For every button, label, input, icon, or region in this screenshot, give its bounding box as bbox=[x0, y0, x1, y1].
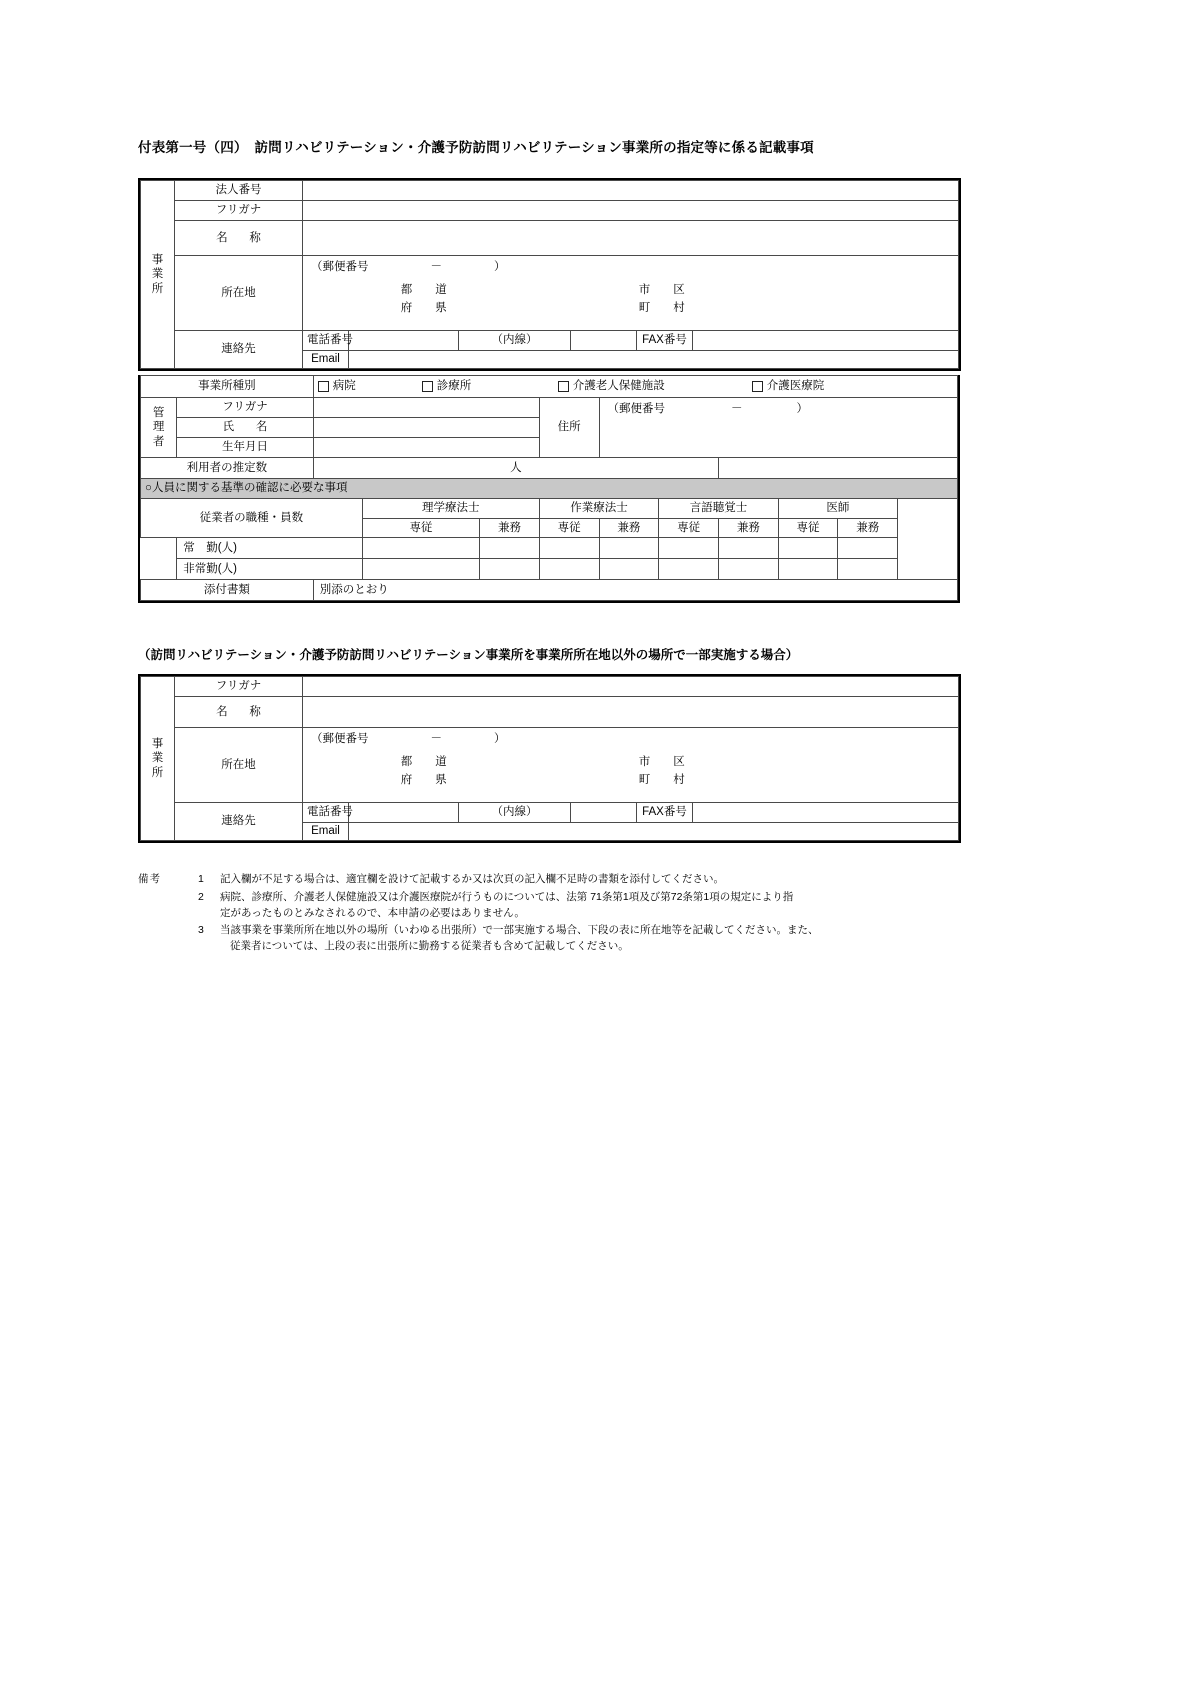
note-line-2-2: 定があったものとみなされるので、本申請の必要はありません。 bbox=[220, 906, 525, 919]
branch-fax-label: FAX番号 bbox=[637, 803, 693, 823]
estimated-users-spare bbox=[718, 458, 957, 479]
branch-address-field[interactable] bbox=[303, 728, 959, 803]
table-row-section-header bbox=[141, 479, 958, 499]
branch-table-row-contact-tel bbox=[141, 803, 959, 823]
fulltime-pt-exclusive[interactable] bbox=[362, 538, 479, 559]
parttime-row-label: 非常勤(人) bbox=[177, 559, 363, 580]
branch-city-label: 市 区 町 村 bbox=[638, 756, 691, 786]
checkbox-label-hospital: 病院 bbox=[332, 380, 356, 393]
parttime-st-exclusive[interactable] bbox=[659, 559, 719, 580]
parttime-pt-exclusive[interactable] bbox=[362, 559, 479, 580]
profession-header-pt: 理学療法士 bbox=[362, 499, 539, 519]
table-row-fulltime bbox=[141, 538, 958, 559]
table-row-furigana bbox=[141, 201, 959, 221]
branch-tel-field[interactable] bbox=[349, 803, 459, 823]
note-number-3: 3 bbox=[198, 924, 204, 937]
note-text-1 bbox=[220, 872, 968, 888]
table-row-office-type bbox=[141, 376, 958, 398]
corporate-number-label: 法人番号 bbox=[175, 181, 303, 201]
checkbox-clinic[interactable] bbox=[422, 379, 558, 393]
manager-vertical-char-3: 者 bbox=[152, 435, 165, 448]
office-type-checkbox-group bbox=[313, 376, 957, 398]
branch-table-row-furigana bbox=[141, 677, 959, 697]
manager-birth-label: 生年月日 bbox=[177, 438, 314, 458]
office-vertical-label bbox=[141, 181, 175, 369]
parttime-ot-exclusive[interactable] bbox=[539, 559, 599, 580]
note-number-2: 2 bbox=[198, 890, 204, 903]
table-row-manager-furigana bbox=[141, 398, 958, 418]
table-row-profession-header bbox=[141, 499, 958, 519]
branch-address-label: 所在地 bbox=[175, 728, 303, 803]
branch-table-row-name bbox=[141, 697, 959, 728]
section-header-staffing: ○人員に関する基準の確認に必要な事項 bbox=[141, 479, 958, 499]
manager-zip-line bbox=[608, 402, 953, 416]
checkbox-label-clinic: 診療所 bbox=[436, 380, 472, 393]
subcolumn-pt-concurrent: 兼務 bbox=[480, 519, 540, 538]
office-furigana-field[interactable] bbox=[303, 201, 959, 221]
note-number-1: 1 bbox=[198, 873, 204, 886]
checkbox-hospital[interactable] bbox=[318, 379, 422, 393]
fulltime-st-exclusive[interactable] bbox=[659, 538, 719, 559]
checkbox-box-geriatric-health-facility[interactable] bbox=[558, 381, 569, 392]
subcolumn-ot-exclusive: 専従 bbox=[539, 519, 599, 538]
note-line-2-1: 病院、診療所、介護老人保健施設又は介護医療院が行うものについては、法第 71条第1項及び第72条第1項の規定により指 bbox=[220, 890, 794, 903]
subcolumn-pt-exclusive: 専従 bbox=[362, 519, 479, 538]
attachment-value: 別添のとおり bbox=[313, 580, 957, 601]
parttime-pt-concurrent[interactable] bbox=[480, 559, 540, 580]
office-type-label: 事業所種別 bbox=[141, 376, 314, 398]
table-row-address bbox=[141, 256, 959, 331]
main-form-table-lower bbox=[140, 375, 958, 601]
checkbox-care-medical-institution[interactable] bbox=[752, 379, 912, 393]
branch-table-row-address bbox=[141, 728, 959, 803]
table-row-attachment bbox=[141, 580, 958, 601]
branch-zip-dash: － bbox=[430, 733, 442, 746]
branch-name-field[interactable] bbox=[303, 697, 959, 728]
table-row-parttime bbox=[141, 559, 958, 580]
manager-furigana-field[interactable] bbox=[313, 398, 539, 418]
note-item-1 bbox=[198, 872, 968, 888]
main-form-table-lower-wrapper bbox=[138, 375, 960, 603]
office-address-field[interactable] bbox=[303, 256, 959, 331]
profession-header-ot: 作業療法士 bbox=[539, 499, 658, 519]
profession-header-doctor: 医師 bbox=[778, 499, 897, 519]
office-vertical-char-3: 所 bbox=[151, 282, 164, 295]
table-row-estimated-users bbox=[141, 458, 958, 479]
office-email-field[interactable] bbox=[349, 351, 959, 369]
estimated-users-unit: 人 bbox=[510, 461, 522, 474]
subcolumn-st-concurrent: 兼務 bbox=[718, 519, 778, 538]
manager-birth-field[interactable] bbox=[313, 438, 539, 458]
fulltime-doctor-exclusive[interactable] bbox=[778, 538, 838, 559]
table-row-corporate-number bbox=[141, 181, 959, 201]
branch-furigana-label: フリガナ bbox=[175, 677, 303, 697]
main-form-table bbox=[140, 180, 959, 369]
branch-zip-label: （郵便番号 bbox=[311, 733, 369, 746]
staff-table-spare-column bbox=[898, 499, 958, 580]
zip-dash: － bbox=[430, 261, 442, 273]
parttime-doctor-concurrent[interactable] bbox=[838, 559, 898, 580]
note-line-3-1: 当該事業を事業所所在地以外の場所（いわゆる出張所）で一部実施する場合、下段の表に所在地等を記載してください。また、 bbox=[220, 924, 819, 937]
branch-furigana-field[interactable] bbox=[303, 677, 959, 697]
parttime-ot-concurrent[interactable] bbox=[599, 559, 659, 580]
manager-address-label: 住所 bbox=[539, 398, 599, 458]
note-text-3 bbox=[220, 923, 968, 955]
manager-zip-dash: － bbox=[731, 403, 743, 415]
office-email-label: Email bbox=[303, 351, 349, 369]
manager-name-label: 氏 名 bbox=[177, 418, 314, 438]
checkbox-label-geriatric-health-facility: 介護老人保健施設 bbox=[572, 380, 665, 393]
branch-zip-close-paren: ） bbox=[494, 733, 506, 746]
corporate-number-field[interactable] bbox=[303, 181, 959, 201]
office-fax-field[interactable] bbox=[693, 331, 959, 351]
fulltime-doctor-concurrent[interactable] bbox=[838, 538, 898, 559]
fulltime-row-label: 常 勤(人) bbox=[177, 538, 363, 559]
office-city-label: 市 区 町 村 bbox=[638, 284, 691, 314]
note-text-2 bbox=[220, 890, 968, 922]
office-vertical-char-2: 業 bbox=[151, 268, 164, 281]
estimated-users-field[interactable] bbox=[313, 458, 718, 479]
office-vertical-char-1: 事 bbox=[151, 253, 164, 266]
branch-office-vertical-label bbox=[141, 677, 175, 841]
branch-email-label: Email bbox=[303, 823, 349, 841]
page-title: 付表第一号（四） 訪問リハビリテーション・介護予防訪問リハビリテーション事業所の指定等に係る記載事項 bbox=[138, 140, 814, 155]
branch-email-field[interactable] bbox=[349, 823, 959, 841]
notes-label: 備考 bbox=[138, 873, 162, 886]
notes-section bbox=[138, 872, 968, 955]
note-line-3-2: 従業者については、上段の表に出張所に勤務する従業者も含めて記載してください。 bbox=[230, 940, 629, 953]
branch-name-label: 名 称 bbox=[175, 697, 303, 728]
parttime-doctor-exclusive[interactable] bbox=[778, 559, 838, 580]
subcolumn-ot-concurrent: 兼務 bbox=[599, 519, 659, 538]
table-row-contact-tel bbox=[141, 331, 959, 351]
branch-ext-label: （内線） bbox=[459, 803, 571, 823]
branch-ext-field[interactable] bbox=[571, 803, 637, 823]
zip-label: （郵便番号 bbox=[311, 261, 369, 273]
office-address-label: 所在地 bbox=[175, 256, 303, 331]
manager-address-field[interactable] bbox=[599, 398, 957, 458]
branch-prefecture-label: 都 道 府 県 bbox=[400, 756, 453, 786]
checkbox-label-care-medical-institution: 介護医療院 bbox=[766, 380, 825, 393]
subcolumn-doctor-exclusive: 専従 bbox=[778, 519, 838, 538]
branch-form-table bbox=[140, 676, 959, 841]
table-row-name bbox=[141, 221, 959, 256]
profession-header-st: 言語聴覚士 bbox=[659, 499, 778, 519]
office-ext-label: （内線） bbox=[459, 331, 571, 351]
fulltime-ot-concurrent[interactable] bbox=[599, 538, 659, 559]
manager-vertical-char-1: 管 bbox=[152, 406, 165, 419]
office-name-label: 名 称 bbox=[175, 221, 303, 256]
checkbox-geriatric-health-facility[interactable] bbox=[558, 379, 752, 393]
office-furigana-label: フリガナ bbox=[175, 201, 303, 221]
estimated-users-label: 利用者の推定数 bbox=[141, 458, 314, 479]
subcolumn-doctor-concurrent: 兼務 bbox=[838, 519, 898, 538]
branch-office-vertical-char-3: 所 bbox=[151, 766, 164, 779]
fulltime-ot-exclusive[interactable] bbox=[539, 538, 599, 559]
office-name-field[interactable] bbox=[303, 221, 959, 256]
branch-tel-label: 電話番号 bbox=[303, 803, 349, 823]
office-prefecture-label: 都 道 府 県 bbox=[400, 284, 453, 314]
manager-vertical-label bbox=[141, 398, 177, 458]
form-sheet bbox=[138, 136, 968, 957]
main-form-table-wrapper bbox=[138, 178, 961, 371]
branch-contact-label: 連絡先 bbox=[175, 803, 303, 841]
office-zip-line bbox=[311, 260, 506, 274]
manager-zip-label: （郵便番号 bbox=[607, 403, 666, 415]
branch-office-vertical-char-1: 事 bbox=[151, 738, 164, 751]
staff-row-header-label: 従業者の職種・員数 bbox=[141, 499, 363, 538]
fulltime-pt-concurrent[interactable] bbox=[480, 538, 540, 559]
office-fax-label: FAX番号 bbox=[637, 331, 693, 351]
branch-section-subtitle: （訪問リハビリテーション・介護予防訪問リハビリテーション事業所を事業所所在地以外の場所で一部実施する場合） bbox=[138, 648, 799, 662]
branch-form-table-wrapper bbox=[138, 674, 961, 843]
checkbox-box-hospital[interactable] bbox=[318, 381, 329, 392]
checkbox-box-clinic[interactable] bbox=[422, 381, 433, 392]
parttime-st-concurrent[interactable] bbox=[718, 559, 778, 580]
note-line-1-1: 記入欄が不足する場合は、適宜欄を設けて記載するか又は次頁の記入欄不足時の書類を添付してください。 bbox=[220, 873, 724, 886]
zip-close-paren: ） bbox=[494, 261, 506, 273]
subcolumn-st-exclusive: 専従 bbox=[659, 519, 719, 538]
note-item-2 bbox=[198, 890, 968, 922]
manager-vertical-char-2: 理 bbox=[152, 421, 165, 434]
office-tel-field[interactable] bbox=[349, 331, 459, 351]
office-ext-field[interactable] bbox=[571, 331, 637, 351]
fulltime-st-concurrent[interactable] bbox=[718, 538, 778, 559]
manager-furigana-label: フリガナ bbox=[177, 398, 314, 418]
manager-name-field[interactable] bbox=[313, 418, 539, 438]
branch-zip-line bbox=[311, 732, 506, 746]
branch-fax-field[interactable] bbox=[693, 803, 959, 823]
office-contact-label: 連絡先 bbox=[175, 331, 303, 369]
branch-office-vertical-char-2: 業 bbox=[151, 752, 164, 765]
office-tel-label: 電話番号 bbox=[303, 331, 349, 351]
checkbox-box-care-medical-institution[interactable] bbox=[752, 381, 763, 392]
manager-zip-close-paren: ） bbox=[796, 403, 809, 415]
note-item-3 bbox=[198, 923, 968, 955]
attachment-label: 添付書類 bbox=[141, 580, 314, 601]
